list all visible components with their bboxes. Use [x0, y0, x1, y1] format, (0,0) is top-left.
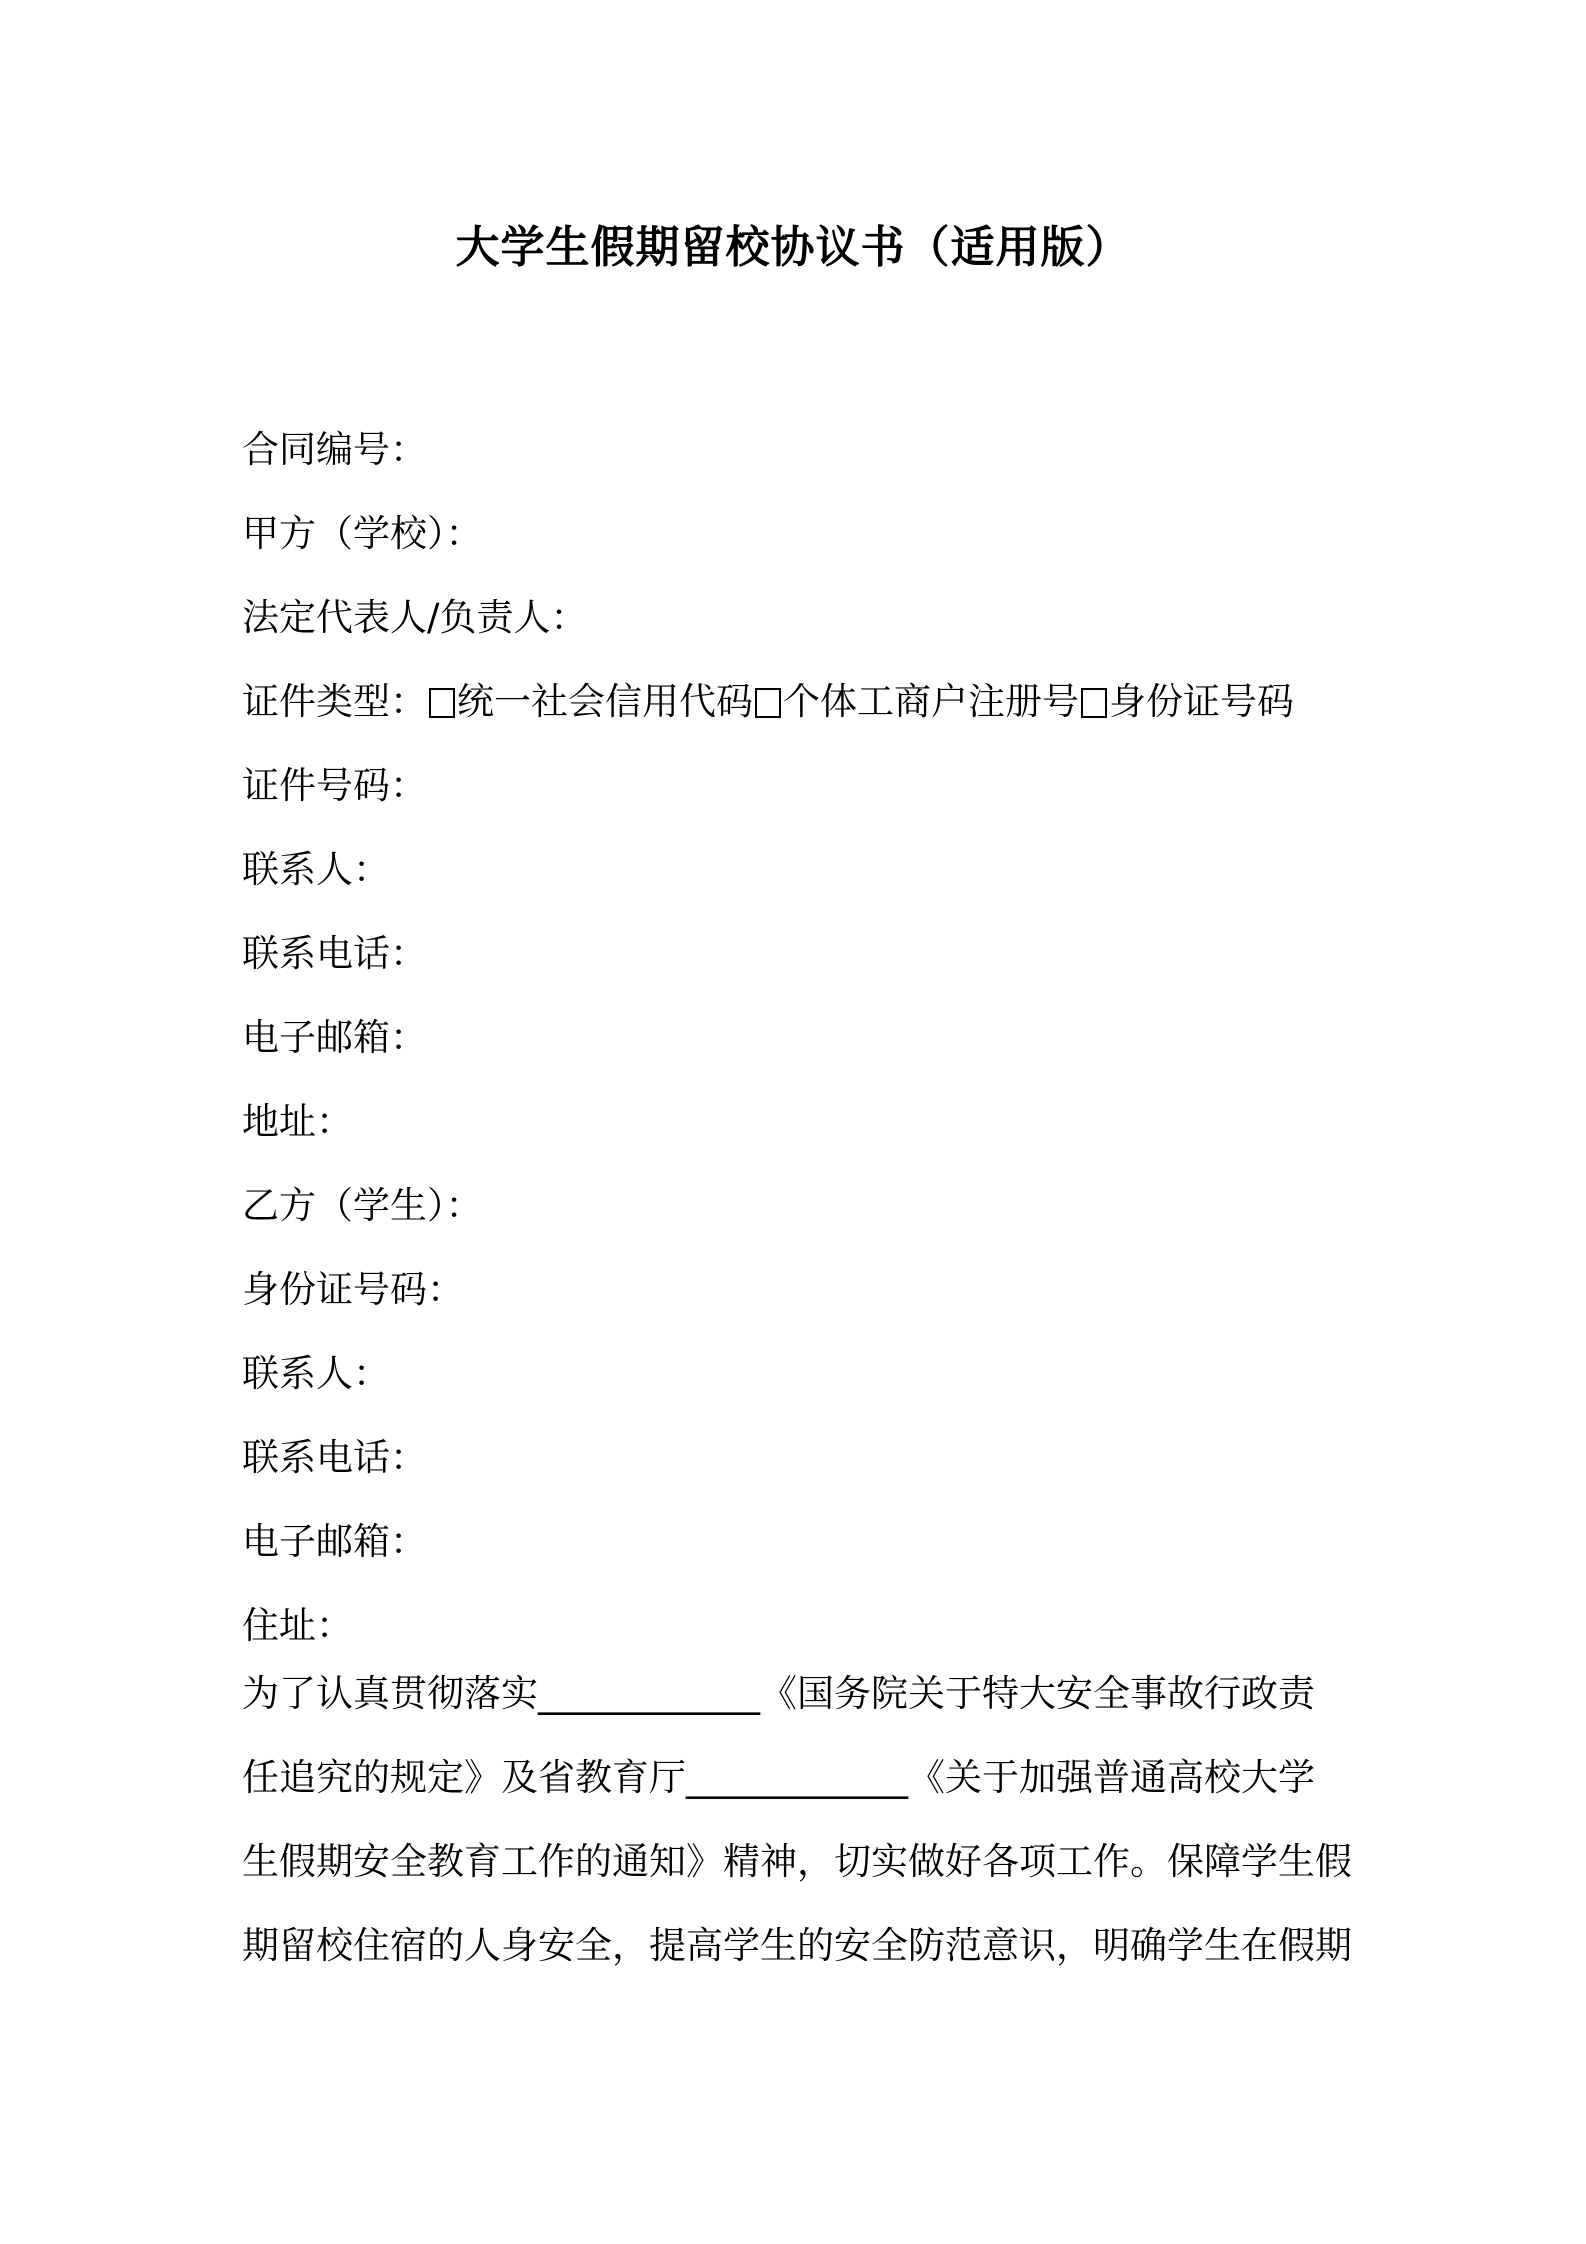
field-legal-representative: 法定代表人/负责人： — [242, 596, 588, 639]
field-party-a-email: 电子邮箱： — [242, 1016, 427, 1059]
option-id-card: 身份证号码 — [1109, 680, 1294, 723]
field-party-a: 甲方（学校）： — [242, 512, 483, 555]
field-party-a-contact: 联系人： — [242, 848, 390, 891]
field-party-a-phone: 联系电话： — [242, 932, 427, 975]
checkbox-id-card[interactable] — [1081, 688, 1107, 718]
body-line: 期留校住宿的人身安全，提高学生的安全防范意识，明确学生在假期 — [242, 1924, 1352, 1967]
document-title: 大学生假期留校协议书（适用版） — [455, 222, 1131, 273]
field-party-b: 乙方（学生）： — [242, 1184, 483, 1227]
body-line: 任追究的规定》及省教育厅____________《关于加强普通高校大学 — [242, 1756, 1315, 1799]
body-line: 为了认真贯彻落实____________《国务院关于特大安全事故行政责 — [242, 1672, 1315, 1715]
field-party-b-contact: 联系人： — [242, 1352, 390, 1395]
field-contract-number: 合同编号： — [242, 428, 427, 471]
checkbox-business-registration[interactable] — [755, 688, 781, 718]
field-party-b-email: 电子邮箱： — [242, 1520, 427, 1563]
field-party-a-address: 地址： — [242, 1100, 353, 1143]
body-line: 生假期安全教育工作的通知》精神，切实做好各项工作。保障学生假 — [242, 1840, 1352, 1883]
field-id-number: 证件号码： — [242, 764, 427, 807]
field-party-b-id-number: 身份证号码： — [242, 1268, 464, 1311]
party-info-fields — [242, 408, 1362, 1668]
option-business-registration: 个体工商户注册号 — [783, 680, 1079, 723]
checkbox-credit-code[interactable] — [429, 688, 455, 718]
option-credit-code: 统一社会信用代码 — [457, 680, 753, 723]
field-party-b-phone: 联系电话： — [242, 1436, 427, 1479]
agreement-preamble — [242, 1652, 1362, 1988]
field-id-type — [242, 660, 1362, 744]
field-id-type-label: 证件类型： — [242, 680, 427, 723]
field-party-b-address: 住址： — [242, 1604, 353, 1647]
